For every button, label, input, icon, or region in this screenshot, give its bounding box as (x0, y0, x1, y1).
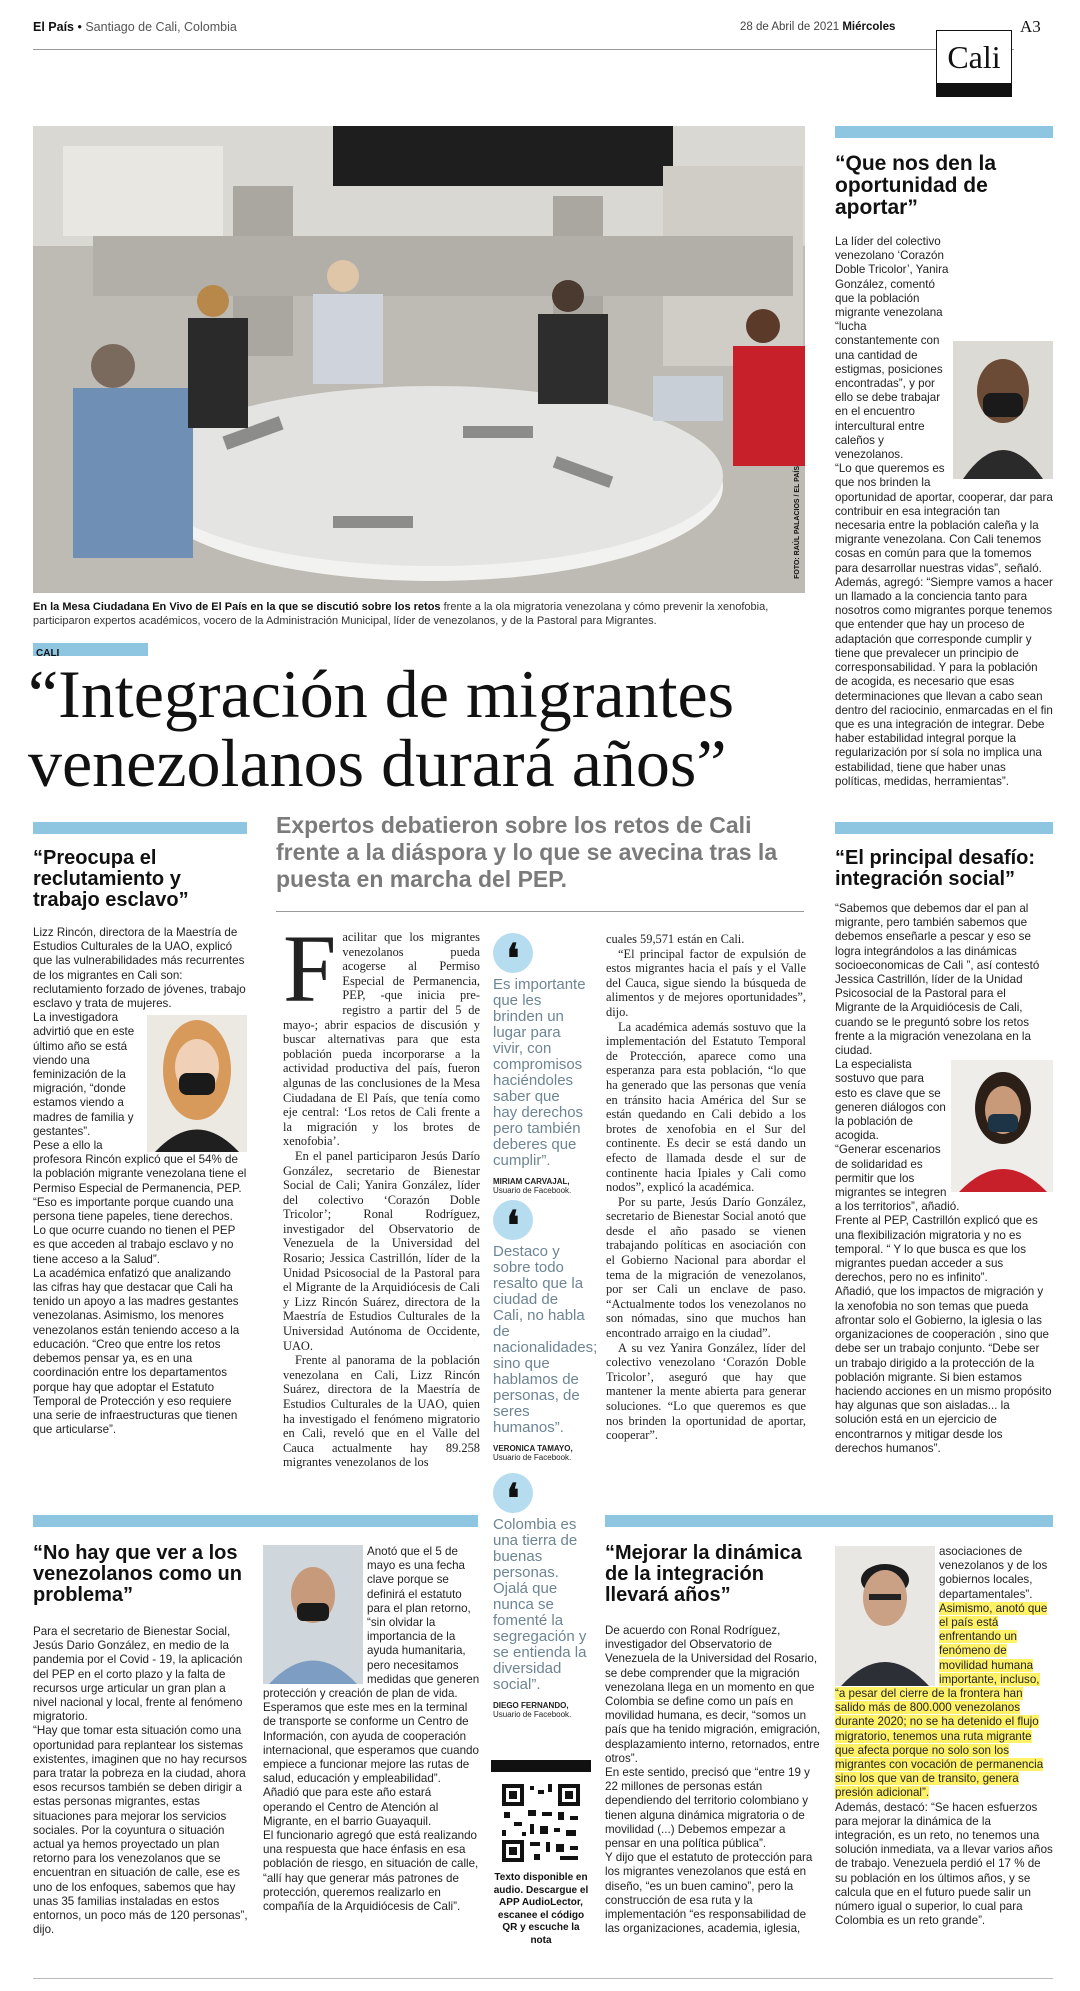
quote-2: ❛ Destaco y sobre todo resalto que la ciudad de Cali, no habla de nacionalidades; sino que hablamos de personas, de seres humanos”. VERONICA TAMAYO, Usuario de Facebook. (493, 1200, 588, 1462)
quote-1: ❛ Es importante que les brinden un lugar para vivir, con compromisos haciéndoles saber que hay derechos pero también deberes que cumplir”. MIRIAM CARVAJAL, Usuario de Facebook. (493, 933, 588, 1195)
footer-rule (33, 1978, 1053, 1979)
newsroom-photo-illustration (33, 126, 805, 593)
article-column-2: cuales 59,571 están en Cali. “El principal factor de expulsión de estos migrantes hacia el país y el Valle del Cauca, sigue siendo la búsqueda de alimentos y de mejores oportunidades”, dijo. La académica además sostuvo que la implementación del Estatuto Temporal de Protección, aparece como una esperanza para esta población, “lo que ha generado que las personas que venía en tránsito hacia América del Sur se están quedando en Cali debido a los brotes de xenofobia en el Sur del continente. Es decir se está dando un efecto de llamada desde el sur de continente hacia Ipiales y Cali como nodos”, explicó la académica. Por su parte, Jesús Darío González, secretario de Bienestar Social anotó que desde el año pasado se vienen trabajando políticas en asociación con el Gobierno Nacional para abordar el tema de la migración de venezolanos, por ser Cali un enclave de paso. “Actualmente todos los venezolanos no son nómadas, sino que muchos han encontrado arraigo en la ciudad”. A su vez Yanira González, líder del colectivo venezolano ‘Corazón Doble Tricolor’, aseguró que hay que mantener la mente abierta para generar soluciones. “Lo que queremos es que nos brinden la oportunidad de aportar, cooperar”. (606, 932, 806, 1443)
page-number: A3 (1020, 17, 1041, 36)
right-mid-bar (835, 822, 1053, 834)
portrait-illustration (147, 1015, 247, 1152)
bottom-left-body: Para el secretario de Bienestar Social, Jesús Dario González, en medio de la pandemia por el Covid - 19, la aplicación del PEP en el corto plazo y la falta de recursos urge articular un gran plan a nivel nacional y local, frente al fenómeno migratorio. “Hay que tomar esta situación como una oportunidad para replantear los sistemas existentes, imaginen que no hay recursos para tratar la pobreza en la ciudad, ahora esos recursos también se deben dirigir a estas personas migrantes, estas situaciones para mejorar los servicios sociales. Por la coyuntura o situación actual ya hemos proyectado un plan retorno para los venezolanos que se encuentran en situación de calle, ese es uno de los enfoques, sabemos que hay unas 35 familias instaladas en estos entornos, un poco más de 120 personas”, dijo. (33, 1625, 248, 1937)
right-mid-heading: “El principal desafío: integración social” (835, 847, 1036, 890)
issue-date: 28 de Abril de 2021 Miércoles (740, 21, 896, 33)
portrait-lizz (147, 1015, 247, 1152)
quotation-mark-icon: ❛ (493, 1473, 533, 1513)
kicker-label: CALI (36, 648, 60, 659)
masthead-left: El País • Santiago de Cali, Colombia (33, 20, 237, 34)
portrait-illustration (951, 1060, 1053, 1192)
left-side-body: Lizz Rincón, directora de la Maestría de Estudios Culturales de la UAO, explicó que las vulnerabilidades más recurrentes de los migrantes en Cali son: reclutamiento forzado de jóvenes, trabajo esclavo y trata de mujeres. La investigadora advirtió que en este último año se está viendo una feminización de la migración, “donde estamos viendo a madres de familia y gestantes”. Pese a ello la profesora Rincón explicó que el 54% de la población migrante venezolana tiene el Permiso Especial de Permanencia, PEP. “Eso es importante porque cuando una persona tiene papeles, tiene derechos. Lo que ocurre cuando no tienen el PEP es que acceden al trabajo esclavo y no tiene acceso a la Salud”. La académica enfatizó que analizando las cifras hay que destacar que Cali ha tenido un apoyo a las madres gestantes venezolanas. Asimismo, los menores venezolanos están teniendo acceso a la educación. “Creo que entre los retos debemos pensar ya, es en una coordinación entre los departamentos porque hay que adoptar el Estatuto Temporal de Protección y eso requiere una serie de infraestructuras que tienen que articularse”. (33, 926, 247, 1437)
bottom-left-col2: Anotó que el 5 de mayo es una fecha clave porque se definirá el estatuto para el plan retorno, “sin olvidar la importancia de la ayuda humanitaria, pero necesitamos medidas que generen protección y creación de plan de vida. Esperamos que este mes en la terminal de transporte se conforme un Centro de Información, con ayuda de cooperación internacional, que esperamos que cuando empiece a funcionar mejore las rutas de salud, educación y empleabilidad”. Añadió que para este año estará operando el Centro de Atención al Migrante, en el barrio Guayaquil. El funcionario agregó que está realizando una respuesta que hace énfasis en esa población de riesgo, en situación de calle, “allí hay que generar más patrones de protección, queremos realizarlo en compañía de la Arquidiócesis de Cali”. (263, 1545, 480, 1914)
right-top-body: La líder del colectivo venezolano ‘Corazón Doble Tricolor’, Yanira González, comentó que la población migrante venezolana “lucha constantemente con una cantidad de estigmas, posiciones encontradas”, y por ello se debe trabajar en el encuentro intercultural entre caleños y venezolanos. “Lo que queremos es que nos brinden la oportunidad de aportar, cooperar, dar para contribuir en esa integración tan necesaria entre la población caleña y la migrante venezolana. Con Cali tenemos cosas en común para que la tomemos para desarrollar nuestras vidas”, señaló. Además, agregó: “Siempre vamos a hacer un llamado a la conciencia tanto para nosotros como migrantes porque tenemos que entender que hay un proceso de adaptación que corresponde cumplir y tiene que prevalecer un principio de corresponsabilidad. Y para la población de acogida, es necesario que esas determinaciones que llevan a cabo sean dentro del raciocinio, enmarcadas en el fin que es una integración de integrar. Debe haber estabilidad integral porque la regularización por sí sola no implica una estabilidad, tiene que haber unas políticas, medidas, herramientas”. (835, 235, 1053, 788)
main-headline: “Integración de migrantes venezolanos durará años” (28, 656, 735, 801)
left-side-bar (33, 822, 247, 834)
bottom-left-bar (33, 1515, 478, 1527)
qr-code[interactable] (500, 1782, 582, 1864)
right-top-bar (835, 126, 1053, 138)
portrait-jessica (951, 1060, 1053, 1192)
quotation-mark-icon: ❛ (493, 1200, 533, 1240)
header-rule (33, 49, 1014, 50)
qr-top-bar (491, 1760, 591, 1772)
bottom-right-heading: “Mejorar la dinámica de la integración llevará años” (605, 1542, 802, 1606)
portrait-yanira (953, 341, 1053, 479)
qr-code-icon (500, 1782, 582, 1864)
bottom-right-bar (605, 1515, 1053, 1527)
photo-credit: FOTO: RAÚL PALACIOS / EL PAÍS (794, 466, 801, 579)
subhead-rule (276, 911, 804, 912)
section-box (936, 30, 1012, 97)
bottom-right-col2: asociaciones de venezolanos y de los gobiernos locales, departamentales”. Asimismo, anotó que el país está enfrentando un fenómeno de movilidad humana importante, incluso, “a pesar del cierre de la frontera han salido más de 800.000 venezolanos durante 2020; no se ha detenido el flujo migratorio, tenemos una ruta migrante que afecta porque no solo son los migrantes con vocación de permanencia sino los que van de transito, genera presión adicional”. Además, destacó: “Se hacen esfuerzos para mejorar la dinámica de la integración, es un reto, no tenemos una solución inmediata, va a llevar varios años de trabajo. Venezuela perdió el 17 % de su población en los últimos años, y se calcula que en el futuro puede salir un número igual o superior, lo cual para Colombia es un reto grande”. (835, 1545, 1053, 1928)
subheadline: Expertos debatieron sobre los retos de Cali frente a la diáspora y lo que se avecina tras la puesta en marcha del PEP. (276, 812, 778, 892)
portrait-illustration (953, 341, 1053, 479)
highlighted-quote: Asimismo, anotó que el país está enfrentando un fenómeno de movilidad humana importante, incluso, “a pesar del cierre de la frontera han salido más de 800.000 venezolanos durante 2020; no se ha detenido el flujo migratorio, tenemos una ruta migrante que afecta porque no solo son los migrantes con vocación de permanencia sino los que van de transito, genera presión adicional”. (835, 1601, 1048, 1800)
bottom-left-heading: “No hay que ver a los venezolanos como un problema” (33, 1542, 242, 1606)
qr-caption: Texto disponible en audio. Descargue el APP AudioLector, escanee el código QR y escuche la nota (493, 1872, 589, 1946)
bottom-right-body: De acuerdo con Ronal Rodríguez, investigador del Observatorio de Venezuela de la Universidad del Rosario, se debe comprender que la migración venezolana llega en un momento en que Colombia se define como un país en movilidad humana, es decir, “somos un país que ha tenido migración, emigración, desplazamiento interno, retornados, entre otros”. En este sentido, precisó que “entre 19 y 22 millones de personas están dependiendo del territorio colombiano y tienen alguna dinámica migratoria o de movilidad (...) Debemos empezar a pensar en una política pública”. Y dijo que el estatuto de protección para los migrantes venezolanos que está en diseño, “es un buen camino”, pero la construcción de esa ruta y la implementación “es responsabilidad de las organizaciones, academia, iglesia, (605, 1624, 821, 1936)
drop-cap: F (283, 915, 337, 1022)
right-top-heading: “Que nos den la oportunidad de aportar” (835, 152, 997, 219)
right-mid-body: “Sabemos que debemos dar el pan al migrante, pero también sabemos que debemos enseñarle a pescar y eso se logra integrándolos a las dinámicas socioeconomicas de Cali ”, así contestó Jessica Castrillón, líder de la Unidad Psicosocial de la Pastoral para el Migrante de la Arquidiócesis de Cali, cuando se le preguntó sobre los retos frente a la migración venezolana en la ciudad. La especialista sostuvo que para esto es clave que se generen diálogos con la población de acogida. “Generar escenarios de solidaridad es permitir que los migrantes se integren a los territorios”, añadió. Frente al PEP, Castrillón explicó que es una flexibilización migratoria y no es temporal. “ Y lo que busca es que los migrantes puedan acceder a sus derechos, pero no es infinito”. Añadió, que los impactos de migración y la xenofobia no son temas que pueda afrontar solo el Gobierno, la iglesia o las organizaciones de cooperación , sino que debe ser un trabajo conjunto. “Debe ser un trabajo dirigido a la protección de la población migrante. Si bien estamos haciendo acciones en un mismo propósito hay algunas que son aisladas... la solución está en un ejercicio de encontrarnos y mitigar desde los derechos humanos”. (835, 902, 1052, 1455)
photo-caption: En la Mesa Ciudadana En Vivo de El País en la que se discutió sobre los retos frente a la ola migratoria venezolana y cómo prevenir la xenofobia, participaron expertos académicos, vocero de la Administración Municipal, líder de venezolanos, y de la Pastoral para Migrantes. (33, 601, 769, 627)
quotation-mark-icon: ❛ (493, 933, 533, 973)
paper-city: Santiago de Cali, Colombia (85, 20, 237, 34)
article-column-1: F acilitar que los migrantes venezolanos pueda acogerse al Permiso Especial de Permanencia, PEP, -que inicia pre-registro a partir del 5 de mayo-; abrir espacios de discusión y buscar alternativas para que esta población pueda incorporarse a la actividad productiva del país, fueron algunas de las conclusiones de la Mesa Ciudadana de El País, que tenía como eje central: ‘Los retos de Cali frente a la migración y los brotes de xenofobia’. En el panel participaron Jesús Darío González, secretario de Bienestar Social de Cali; Yanira González, líder del colectivo ‘Corazón Doble Tricolor’; Ronal Rodríguez, investigador del Observatorio de Venezuela de la Universidad del Rosario; Jessica Castrillón, líder de la Unidad Psicosocial de la Pastoral para el Migrante de la Arquidiócesis de Cali y Lizz Rincón Suárez, directora de la Maestría de Estudios Culturales de la Universidad Autónoma de Occidente, UAO. Frente al panorama de la población venezolana en Cali, Lizz Rincón Suárez, directora de la Maestría de Estudios Culturales de la UAO, quien ha investigado el fenómeno migratorio en Cali, reveló que en el Valle del Cauca actualmente hay 89.258 migrantes venezolanos de los (283, 915, 480, 1470)
quote-3: ❛ Colombia es una tierra de buenas personas. Ojalá que nunca se fomenté la segregación y se entienda la diversidad social”. DIEGO FERNANDO, Usuario de Facebook. (493, 1473, 588, 1719)
left-side-heading: “Preocupa el reclutamiento y trabajo esclavo” (33, 847, 189, 911)
section-label: Cali (947, 39, 1001, 75)
paper-name: El País (33, 20, 74, 34)
kicker-bar (33, 643, 148, 659)
main-photo (33, 126, 805, 593)
